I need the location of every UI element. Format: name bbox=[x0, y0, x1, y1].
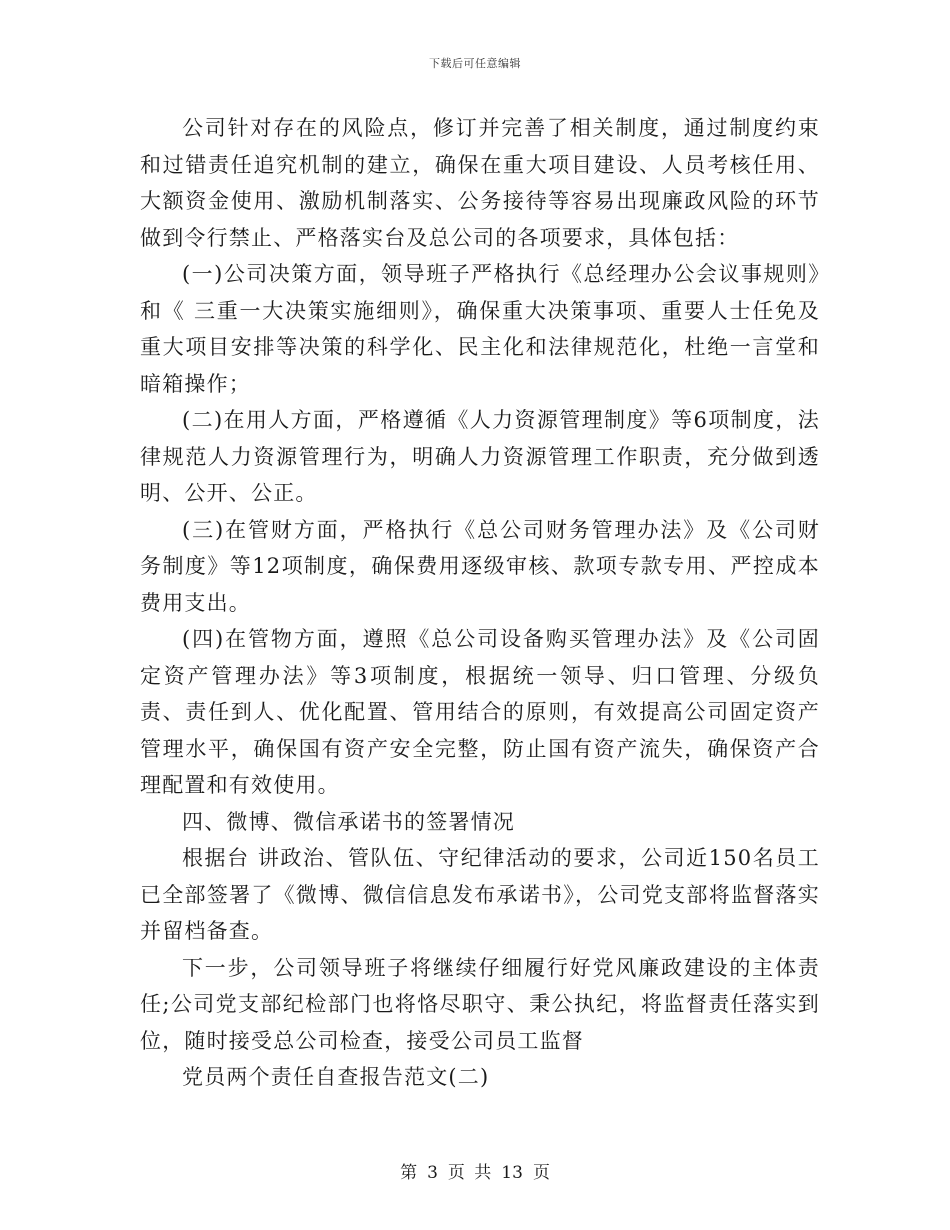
paragraph-next-step: 下一步，公司领导班子将继续仔细履行好党风廉政建设的主体责任;公司党支部纪检部门也将恪尽职守、秉公执纪，将监督责任落实到位，随时接受总公司检查，接受公司员工监督 bbox=[140, 955, 820, 1053]
paragraph-finance: (三)在管财方面，严格执行《总公司财务管理办法》及《公司财务制度》等12项制度，确保费用逐级审核、款项专款专用、严控成本费用支出。 bbox=[140, 517, 820, 615]
paragraph-personnel: (二)在用人方面，严格遵循《人力资源管理制度》等6项制度，法律规范人力资源管理行为，明确人力资源管理工作职责，充分做到透明、公开、公正。 bbox=[140, 408, 820, 505]
footer-mid: 页 共 bbox=[447, 1163, 492, 1183]
paragraph-assets: (四)在管物方面，遵照《总公司设备购买管理办法》及《公司固定资产管理办法》等3项制度，根据统一领导、归口管理、分级负责、责任到人、优化配置、管用结合的原则，有效提高公司固定资产管理水平，确保国有资产安全完整，防止国有资产流失，确保资产合理配置和有效使用。 bbox=[140, 627, 820, 797]
page-footer bbox=[0, 1158, 950, 1183]
section-heading-pledge: 四、微博、微信承诺书的签署情况 bbox=[182, 809, 515, 834]
paragraph-intro: 公司针对存在的风险点，修订并完善了相关制度，通过制度约束和过错责任追究机制的建立，确保在重大项目建设、人员考核任用、大额资金使用、激励机制落实、公务接待等容易出现廉政风险的环节做到令行禁止、严格落实台及总公司的各项要求，具体包括： bbox=[140, 116, 820, 250]
footer-suffix: 页 bbox=[532, 1163, 550, 1183]
page-header-note: 下载后可任意编辑 bbox=[429, 57, 521, 70]
footer-prefix: 第 bbox=[400, 1163, 418, 1183]
paragraph-decision: (一)公司决策方面，领导班子严格执行《总经理办公会议事规则》和《 三重一大决策实施细则》，确保重大决策事项、重要人士任免及重大项目安排等决策的科学化、民主化和法律规范化，杜绝一言堂和暗箱操作； bbox=[140, 262, 820, 396]
footer-page-number: 3 bbox=[427, 1163, 438, 1183]
footer-total-pages: 13 bbox=[501, 1163, 523, 1183]
paragraph-pledge: 根据台 讲政治、管队伍、守纪律活动的要求，公司近150名员工已全部签署了《微博、微信信息发布承诺书》，公司党支部将监督落实并留档备查。 bbox=[140, 846, 820, 943]
section-heading-sample-two: 党员两个责任自查报告范文(二) bbox=[182, 1065, 490, 1089]
document-body bbox=[140, 110, 820, 1096]
